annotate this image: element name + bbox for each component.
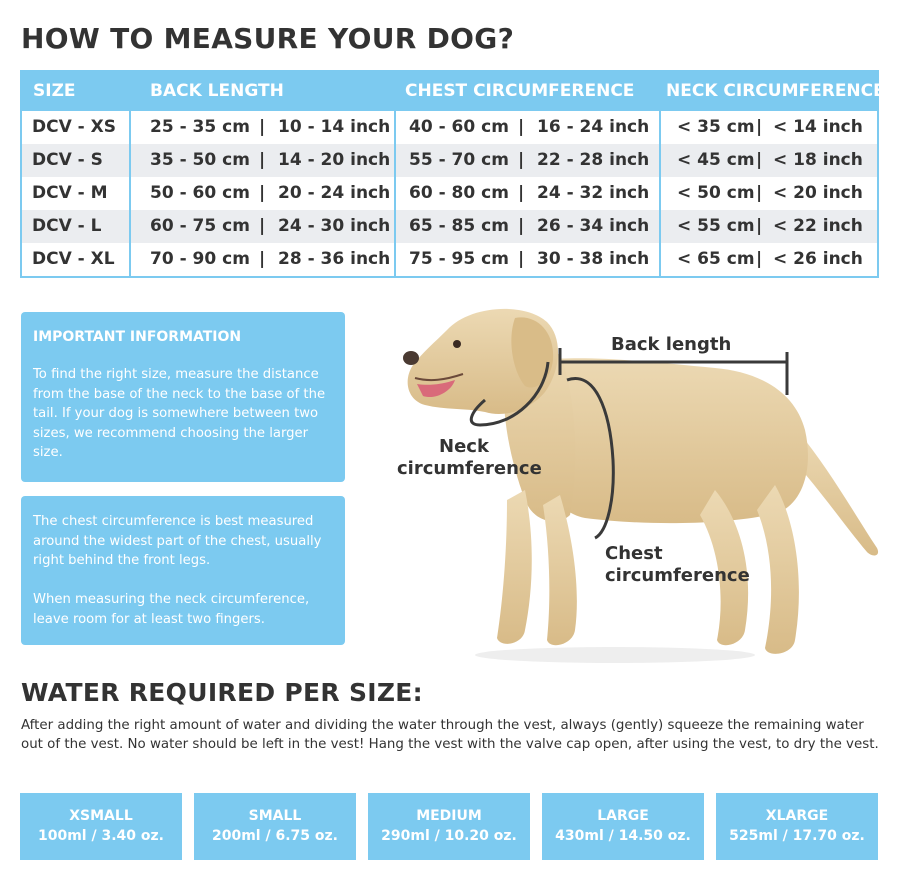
separator: |: [756, 117, 763, 137]
info-paragraph: To find the right size, measure the distance from the base of the neck to the base of the tail. If your dog is somewhere between two sizes, we recommend choosing the larger size.: [33, 367, 326, 460]
header-size: SIZE: [33, 81, 76, 101]
water-size-amount: 100ml / 3.40 oz.: [38, 828, 164, 844]
separator: |: [518, 183, 525, 203]
water-size-box: [542, 793, 704, 860]
separator: |: [756, 183, 763, 203]
water-size-box: [368, 793, 530, 860]
chest-cm-cell: 55 - 70 cm: [409, 150, 509, 170]
water-size-amount: 430ml / 14.50 oz.: [555, 828, 691, 844]
separator: |: [259, 117, 266, 137]
chest-inch-cell: 24 - 32 inch: [537, 183, 650, 203]
back-inch-cell: 10 - 14 inch: [278, 117, 391, 137]
separator: |: [756, 216, 763, 236]
info-title: IMPORTANT INFORMATION: [33, 329, 242, 345]
neck-cm-cell: < 50 cm: [677, 183, 755, 203]
water-size-name: XLARGE: [765, 808, 829, 824]
separator: |: [518, 216, 525, 236]
back-cm-cell: 25 - 35 cm: [150, 117, 250, 137]
separator: |: [518, 150, 525, 170]
water-size-amount: 290ml / 10.20 oz.: [381, 828, 517, 844]
neck-inch-cell: < 26 inch: [773, 249, 863, 269]
water-size-box: [194, 793, 356, 860]
important-info-box: [21, 312, 345, 482]
back-cm-cell: 70 - 90 cm: [150, 249, 250, 269]
size-cell: DCV - L: [32, 216, 102, 236]
water-size-amount: 200ml / 6.75 oz.: [212, 828, 338, 844]
back-inch-cell: 20 - 24 inch: [278, 183, 391, 203]
table-row: [22, 111, 877, 144]
table-row: [22, 144, 877, 177]
size-cell: DCV - S: [32, 150, 103, 170]
measurement-tips-box: [21, 496, 345, 645]
chest-inch-cell: 30 - 38 inch: [537, 249, 650, 269]
size-cell: DCV - XL: [32, 249, 115, 269]
column-divider: [129, 111, 131, 278]
header-chest-circumference: CHEST CIRCUMFERENCE: [405, 81, 635, 101]
separator: |: [259, 150, 266, 170]
water-size-name: XSMALL: [69, 808, 133, 824]
separator: |: [259, 183, 266, 203]
neck-inch-cell: < 14 inch: [773, 117, 863, 137]
water-section-title: WATER REQUIRED PER SIZE:: [21, 678, 423, 707]
table-row: [22, 177, 877, 210]
table-header: [22, 72, 885, 111]
water-description: After adding the right amount of water and dividing the water through the vest, always (gently) squeeze the remaining water out of the vest. No water should be left in the vest! Hang the vest with the valve cap open, after using the vest, to dry the vest.: [21, 718, 879, 752]
header-neck-circumference: NECK CIRCUMFERENCE: [666, 81, 885, 101]
size-cell: DCV - XS: [32, 117, 116, 137]
column-divider: [659, 111, 661, 278]
back-inch-cell: 14 - 20 inch: [278, 150, 391, 170]
back-cm-cell: 60 - 75 cm: [150, 216, 250, 236]
water-size-box: [20, 793, 182, 860]
neck-cm-cell: < 65 cm: [677, 249, 755, 269]
neck-cm-cell: < 45 cm: [677, 150, 755, 170]
size-cell: DCV - M: [32, 183, 108, 203]
separator: |: [756, 150, 763, 170]
water-size-name: SMALL: [248, 808, 302, 824]
table-row: [22, 210, 877, 243]
water-size-box: [716, 793, 878, 860]
back-length-label: Back length: [611, 334, 732, 355]
neck-cm-cell: < 55 cm: [677, 216, 755, 236]
chest-cm-cell: 65 - 85 cm: [409, 216, 509, 236]
chest-inch-cell: 22 - 28 inch: [537, 150, 650, 170]
chest-label-line2: circumference: [605, 565, 750, 586]
back-cm-cell: 35 - 50 cm: [150, 150, 250, 170]
chest-cm-cell: 40 - 60 cm: [409, 117, 509, 137]
chest-inch-cell: 16 - 24 inch: [537, 117, 650, 137]
water-size-name: MEDIUM: [416, 808, 482, 824]
water-size-amount: 525ml / 17.70 oz.: [729, 828, 865, 844]
neck-label-line1: Neck: [439, 436, 489, 457]
separator: |: [518, 249, 525, 269]
size-table: [20, 70, 885, 278]
back-inch-cell: 24 - 30 inch: [278, 216, 391, 236]
back-inch-cell: 28 - 36 inch: [278, 249, 391, 269]
header-back-length: BACK LENGTH: [150, 81, 284, 101]
separator: |: [756, 249, 763, 269]
neck-inch-cell: < 22 inch: [773, 216, 863, 236]
chest-inch-cell: 26 - 34 inch: [537, 216, 650, 236]
separator: |: [259, 216, 266, 236]
column-divider: [394, 111, 396, 278]
chest-cm-cell: 75 - 95 cm: [409, 249, 509, 269]
table-row: [22, 243, 877, 276]
page-title: HOW TO MEASURE YOUR DOG?: [21, 22, 515, 55]
back-cm-cell: 50 - 60 cm: [150, 183, 250, 203]
info-paragraph: When measuring the neck circumference, leave room for at least two fingers.: [33, 592, 310, 627]
separator: |: [518, 117, 525, 137]
info-paragraph: The chest circumference is best measured around the widest part of the chest, usually right behind the front legs.: [33, 514, 322, 568]
neck-cm-cell: < 35 cm: [677, 117, 755, 137]
chest-label-line1: Chest: [605, 543, 663, 564]
dog-measurement-illustration: [385, 300, 895, 670]
neck-inch-cell: < 20 inch: [773, 183, 863, 203]
water-size-name: LARGE: [597, 808, 649, 824]
neck-label-line2: circumference: [397, 458, 542, 479]
chest-cm-cell: 60 - 80 cm: [409, 183, 509, 203]
neck-inch-cell: < 18 inch: [773, 150, 863, 170]
separator: |: [259, 249, 266, 269]
